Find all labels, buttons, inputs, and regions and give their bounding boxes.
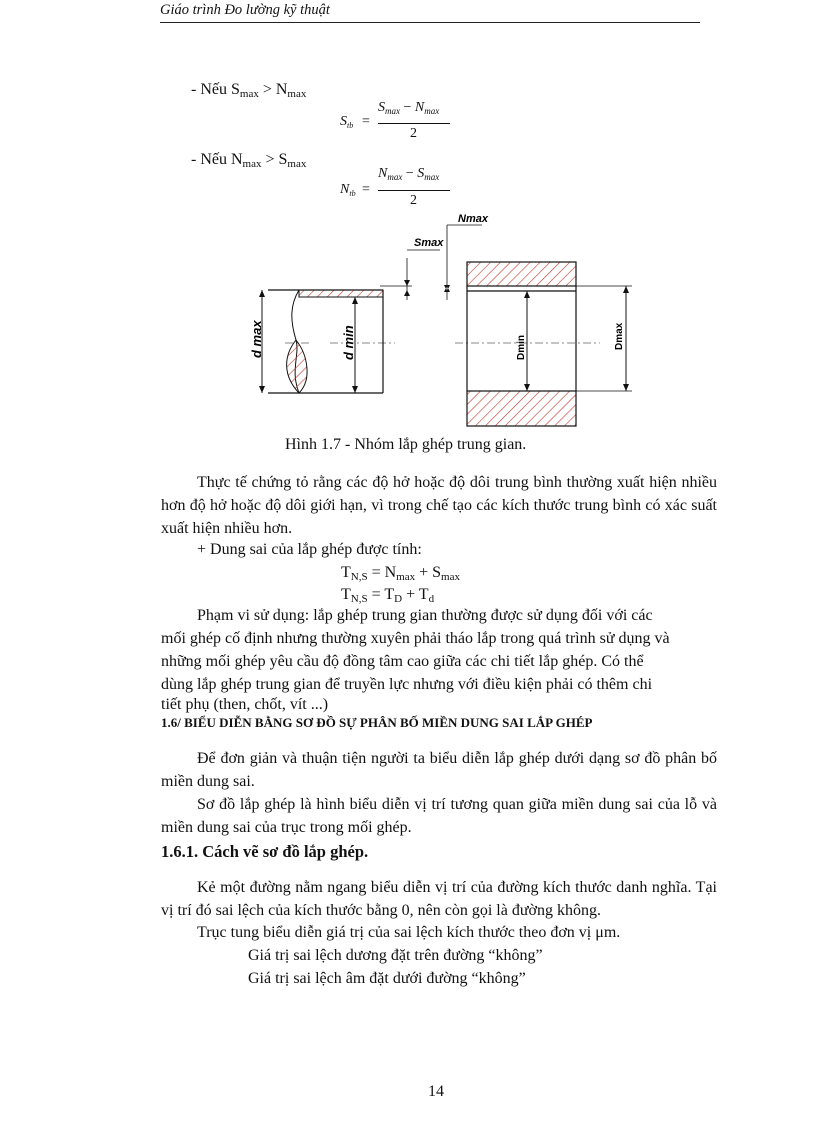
scope-line-2: mối ghép cố định nhưng thường xuyên phải tháo lắp trong quá trình sử dụng và (161, 630, 670, 647)
formula-stb: $S_{tb}$ = $S_{max} - N_{max}$ 2 (338, 100, 458, 150)
dmax-label: d max (249, 320, 264, 358)
scope-line-4: dùng lắp ghép trung gian để truyền lực nhưng với điều kiện phải có thêm chi (161, 676, 653, 693)
hole-drawing (455, 262, 632, 426)
bullet-negative-deviation: Giá trị sai lệch âm đặt dưới đường “không” (248, 970, 526, 987)
header-title: Giáo trình Đo lường kỹ thuật (160, 2, 330, 18)
bullet-positive-deviation: Giá trị sai lệch dương đặt trên đường “không” (248, 947, 543, 964)
nmax-label: Nmax (458, 213, 488, 225)
section-heading: 1.6/ BIỂU DIỄN BẰNG SƠ ĐỒ SỰ PHÂN BỐ MIỀN DUNG SAI LẮP GHÉP (161, 715, 593, 730)
scope-line-5: tiết phụ (then, chốt, vít ...) (161, 696, 329, 713)
page-number: 14 (428, 1083, 444, 1100)
transition-fit-figure (0, 0, 816, 470)
paragraph-diagram-definition: Sơ đồ lắp ghép là hình biểu diễn vị trí tương quan giữa miền dung sai của lỗ và miền dung sai của trục trong mối ghép. (161, 796, 717, 836)
smax-label: Smax (414, 237, 444, 249)
paragraph-vertical-axis: Trục tung biểu diễn giá trị của sai lệch kích thước theo đơn vị μm. (197, 924, 621, 941)
paragraph-zero-line: Kẻ một đường nằm ngang biểu diễn vị trí của đường kích thước danh nghĩa. Tại vị trí đó sai lệch của kích thước bằng 0, nên còn gọi là đường không. (161, 879, 717, 919)
condition-smax-gt-nmax: - Nếu Smax > Nmax (191, 81, 307, 100)
scope-line-1: Phạm vi sử dụng: lắp ghép trung gian thường được sử dụng đối với các (197, 607, 653, 624)
paragraph-average-fit: Thực tế chứng tỏ rằng các độ hở hoặc độ dôi trung bình thường xuất hiện nhiều hơn độ hở hoặc độ dôi giới hạn, vì trong chế tạo các kích thước trung bình có xác suất xuất hiện nhiều hơn. (161, 474, 717, 537)
condition-nmax-gt-smax: - Nếu Nmax > Smax (191, 151, 307, 170)
scope-line-3: những mối ghép yêu cầu độ đồng tâm cao giữa các chi tiết lắp ghép. Có thể (161, 653, 644, 670)
tolerance-intro: + Dung sai của lắp ghép được tính: (197, 541, 422, 558)
formula-ntb: $N_{tb}$ = $N_{max} - S_{max}$ 2 (338, 166, 458, 216)
Dmax-label: Dmax (614, 322, 625, 350)
Dmin-label: Dmin (516, 335, 527, 360)
dmin-label: d min (341, 325, 356, 360)
subsection-heading: 1.6.1. Cách vẽ sơ đồ lắp ghép. (161, 842, 369, 861)
tolerance-equation-2: TN,S = TD + Td (341, 586, 435, 605)
tolerance-equation-1: TN,S = Nmax + Smax (341, 564, 460, 583)
paragraph-diagram-intro: Để đơn giản và thuận tiện người ta biểu diễn lắp ghép dưới dạng sơ đồ phân bố miền dung sai. (161, 750, 717, 790)
figure-caption: Hình 1.7 - Nhóm lắp ghép trung gian. (285, 436, 527, 453)
shaft-drawing (259, 290, 395, 393)
